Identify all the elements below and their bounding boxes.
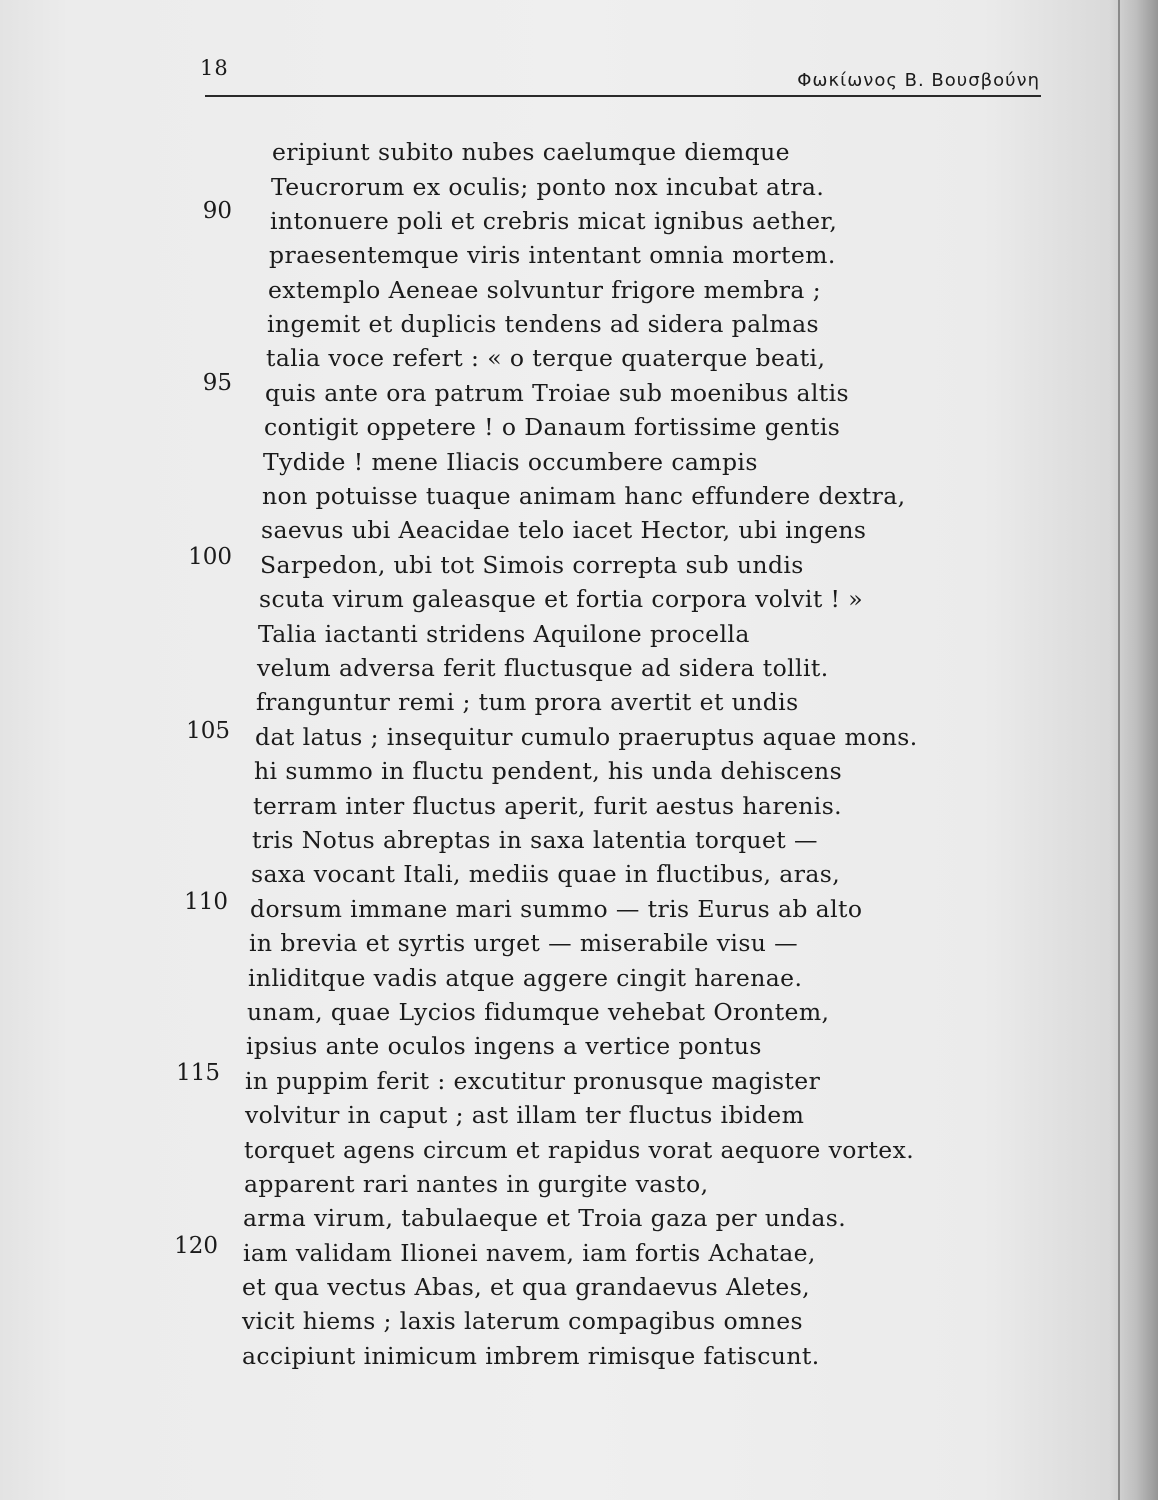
verse-line: extemplo Aeneae solvuntur frigore membra ; — [268, 276, 822, 304]
header-rule — [205, 95, 1041, 97]
verse-line: ipsius ante oculos ingens a vertice pontus — [246, 1032, 762, 1060]
verse-line: accipiunt inimicum imbrem rimisque fatiscunt. — [242, 1342, 820, 1370]
verse-line: saxa vocant Itali, mediis quae in fluctibus, aras, — [251, 860, 841, 888]
verse-line: dat latus ; insequitur cumulo praeruptus aquae mons. — [255, 723, 918, 751]
verse-line: Tydide ! mene Iliacis occumbere campis — [263, 448, 758, 476]
verse-line: et qua vectus Abas, et qua grandaevus Aletes, — [242, 1273, 811, 1301]
verse-line: contigit oppetere ! o Danaum fortissime gentis — [264, 413, 841, 441]
verse-line: volvitur in caput ; ast illam ter fluctus ibidem — [245, 1101, 805, 1129]
line-number-90: 90 — [202, 198, 232, 224]
verse-line: in puppim ferit : excutitur pronusque magister — [245, 1067, 821, 1095]
running-head: Φωκίωνος Β. Βουσβούνη — [797, 70, 1040, 91]
verse-line: iam validam Ilionei navem, iam fortis Achatae, — [243, 1239, 816, 1267]
verse-line: Sarpedon, ubi tot Simois correpta sub undis — [260, 551, 804, 579]
verse-line: vicit hiems ; laxis laterum compagibus omnes — [242, 1307, 804, 1335]
verse-line: velum adversa ferit fluctusque ad sidera tollit. — [257, 654, 829, 682]
verse-line: non potuisse tuaque animam hanc effundere dextra, — [262, 482, 906, 510]
verse-line: quis ante ora patrum Troiae sub moenibus altis — [265, 379, 849, 407]
verse-line: praesentemque viris intentant omnia mortem. — [269, 241, 836, 269]
verse-line: scuta virum galeasque et fortia corpora volvit ! » — [259, 585, 864, 613]
page-number: 18 — [200, 56, 229, 80]
verse-line: talia voce refert : « o terque quaterque beati, — [266, 344, 826, 372]
verse-line: saevus ubi Aeacidae telo iacet Hector, ubi ingens — [261, 516, 867, 544]
line-number-110: 110 — [184, 889, 228, 915]
verse-line: ingemit et duplicis tendens ad sidera palmas — [267, 310, 819, 338]
verse-line: in brevia et syrtis urget — miserabile visu — — [249, 929, 799, 957]
verse-line: inliditque vadis atque aggere cingit harenae. — [248, 964, 803, 992]
verse-line: unam, quae Lycios fidumque vehebat Orontem, — [247, 998, 830, 1026]
verse-line: dorsum immane mari summo — tris Eurus ab alto — [250, 895, 863, 923]
verse-line: Teucrorum ex oculis; ponto nox incubat atra. — [271, 173, 825, 201]
verse-line: franguntur remi ; tum prora avertit et undis — [256, 688, 799, 716]
line-number-115: 115 — [176, 1060, 220, 1086]
line-number-95: 95 — [202, 370, 232, 396]
line-number-120: 120 — [174, 1233, 218, 1259]
spine-edge — [1118, 0, 1120, 1500]
verse-line: eripiunt subito nubes caelumque diemque — [272, 138, 790, 166]
verse-line: hi summo in fluctu pendent, his unda dehiscens — [254, 757, 843, 785]
verse-line: Talia iactanti stridens Aquilone procella — [258, 620, 750, 648]
verse-line: torquet agens circum et rapidus vorat aequore vortex. — [244, 1136, 915, 1164]
verse-line: terram inter fluctus aperit, furit aestus harenis. — [253, 792, 843, 820]
verse-line: tris Notus abreptas in saxa latentia torquet — — [252, 826, 818, 854]
line-number-105: 105 — [186, 718, 230, 744]
verse-line: apparent rari nantes in gurgite vasto, — [244, 1170, 709, 1198]
verse-line: intonuere poli et crebris micat ignibus aether, — [270, 207, 838, 235]
verse-line: arma virum, tabulaeque et Troia gaza per undas. — [243, 1204, 847, 1232]
line-number-100: 100 — [188, 544, 232, 570]
